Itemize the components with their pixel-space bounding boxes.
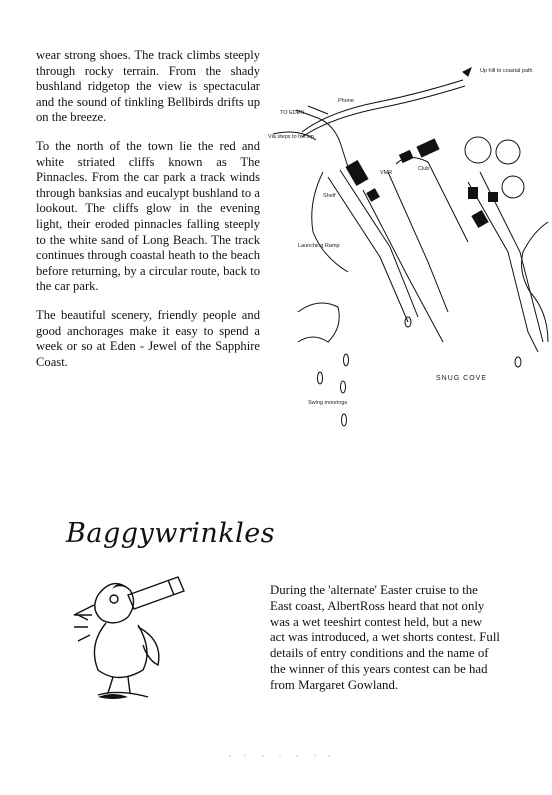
article-paragraph: To the north of the town lie the red and white striated cliffs known as The Pinnacles. From the car park a track winds through banksias and eucalypt bushland to a lookout. The cliffs glow in the evening light, their eroded pinnacles falling steeply to the white sand of Long Beach. The track continues through coastal heath to the beach before returning, by a circular route, back to the car park. — [36, 138, 260, 294]
article-column — [36, 48, 260, 383]
harbour-map — [268, 42, 552, 442]
map-label-vmr: VMR — [380, 170, 393, 176]
article-paragraph: The beautiful scenery, friendly people and good anchorages make it easy to spend a week or so at Eden - Jewel of the Sapphire Coast. — [36, 307, 260, 369]
albatross-cartoon — [58, 565, 198, 705]
map-label-launching-ramp: Launching Ramp — [298, 243, 340, 249]
section-heading: Baggywrinkles — [66, 518, 276, 549]
map-label-coastal-path: Up hill to coastal path — [480, 68, 533, 74]
map-label-swing-moorings: Swing moorings — [308, 400, 348, 406]
scan-specks — [225, 752, 335, 760]
map-label-snug-cove: SNUG COVE — [436, 375, 488, 382]
map-label-hill-top: Via steps to hill top — [268, 134, 315, 140]
article-paragraph: wear strong shoes. The track climbs steeply through rocky terrain. From the shady bushland ridgetop the view is spectacular and the sound of tinkling Bellbirds drifts up on the breeze. — [36, 48, 260, 125]
map-label-shelf: Shelf — [323, 193, 336, 199]
baggywrinkles-article — [270, 583, 500, 707]
baggywrinkles-paragraph: During the 'alternate' Easter cruise to the East coast, AlbertRoss heard that not only was a wet teeshirt contest held, but a new act was introduced, a wet shorts contest. Full details of entry conditions and the name of the winner of this years contest can be had from Margaret Gowland. — [270, 583, 500, 692]
map-label-phone: Phone — [338, 98, 354, 104]
map-label-club: Club — [418, 166, 430, 172]
map-label-to-eden: TO EDEN — [280, 110, 305, 116]
